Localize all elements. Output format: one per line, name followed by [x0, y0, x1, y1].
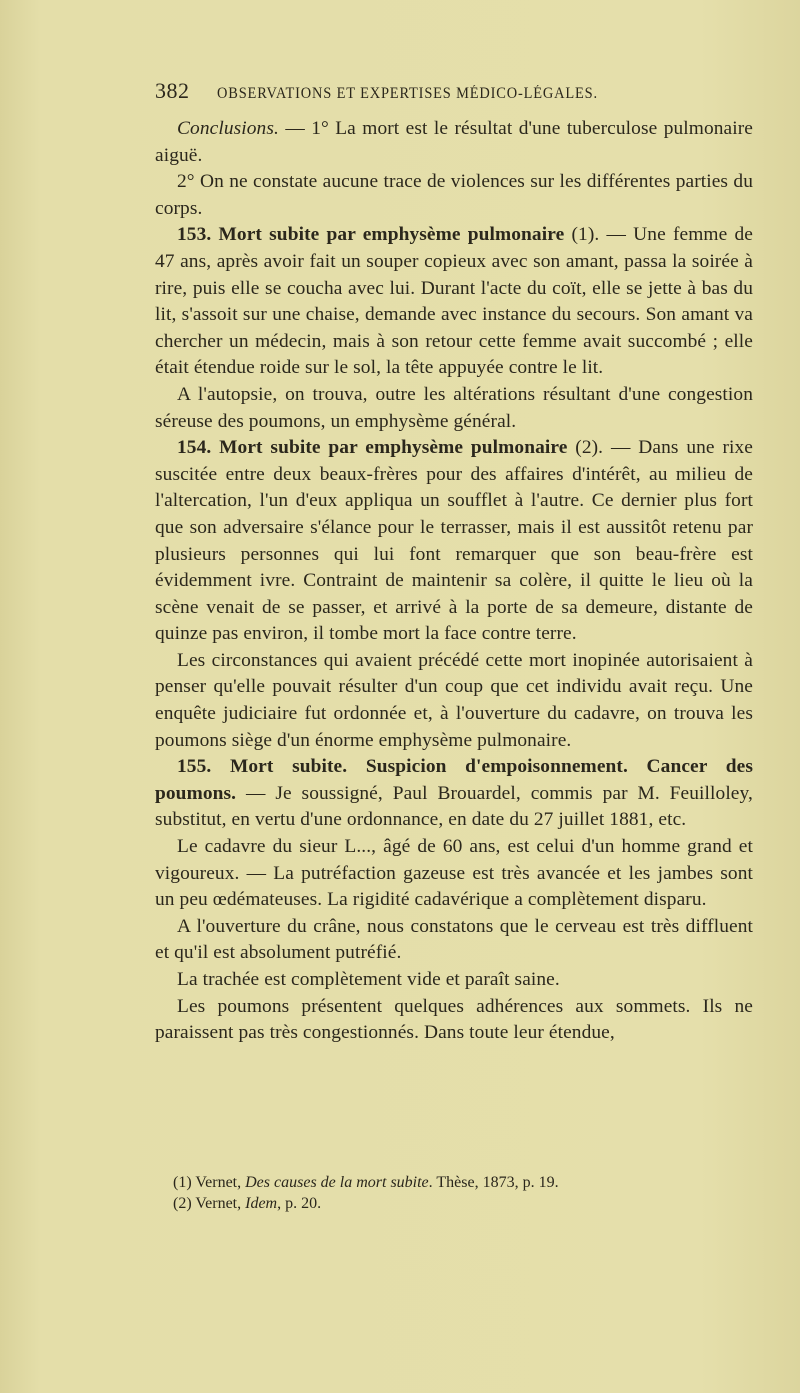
paragraph-case-155: 155. Mort subite. Suspicion d'empoisonnement. Cancer des poumons. — Je soussigné, Paul Brouardel, commis par M. Feuilloley, substitut, en vertu d'une ordonnance, en date du 27 juillet 1881, etc.: [155, 756, 753, 831]
paragraph-conclusions: Conclusions. — 1° La mort est le résultat d'une tuberculose pulmonaire aiguë.: [155, 118, 753, 166]
running-title: OBSERVATIONS ET EXPERTISES MÉDICO-LÉGALES.: [217, 85, 598, 102]
footnote-2: (2) Vernet, Idem, p. 20.: [173, 1195, 322, 1212]
conclusions-label: Conclusions.: [177, 118, 279, 139]
paragraph-cadaver: Le cadavre du sieur L..., âgé de 60 ans, est celui d'un homme grand et vigoureux. — La putréfaction gazeuse est très avancée et les jambes sont un peu œdémateuses. La rigidité cadavérique a complètement disparu.: [155, 836, 753, 911]
page-number: 382: [155, 78, 190, 103]
paragraph-skull: A l'ouverture du crâne, nous constatons que le cerveau est très diffluent et qu'il est absolument putréfié.: [155, 915, 753, 964]
body-text: [155, 116, 753, 1047]
case-155-heading: 155. Mort subite. Suspicion d'empoisonnement. Cancer des poumons.: [155, 756, 753, 804]
paragraph-autopsy-153: A l'autopsie, on trouva, outre les altérations résultant d'une congestion séreuse des poumons, un emphysème général.: [155, 383, 753, 432]
paragraph-case-154: 154. Mort subite par emphysème pulmonaire (2). — Dans une rixe suscitée entre deux beaux-frères pour des affaires d'intérêt, au milieu de l'altercation, l'un d'eux appliqua un soufflet à l'autre. Ce dernier plus fort que son adversaire s'élance pour le terrasser, mais il est aussitôt retenu par plusieurs personnes qui lui font remarquer que son beau-frère est évidemment ivre. Contraint de maintenir sa colère, il quitte le lieu où la scène venait de se passer, et arrivé à la porte de sa demeure, distante de quinze pas environ, il tombe mort la face contre terre.: [155, 437, 753, 645]
footnote-1: (1) Vernet, Des causes de la mort subite. Thèse, 1873, p. 19.: [173, 1174, 559, 1191]
paragraph-circumstances-154: Les circonstances qui avaient précédé cette mort inopinée autorisaient à penser qu'elle pouvait résulter d'un coup que cet individu avait reçu. Une enquête judiciaire fut ordonnée et, à l'ouverture du cadavre, on trouva les poumons siège d'un énorme emphysème pulmonaire.: [155, 649, 753, 751]
paragraph-conclusion-2: 2° On ne constate aucune trace de violences sur les différentes parties du corps.: [155, 171, 753, 219]
book-page: [155, 78, 753, 1047]
case-153-heading: 153. Mort subite par emphysème pulmonaire: [177, 224, 565, 246]
case-154-heading: 154. Mort subite par emphysème pulmonaire: [177, 437, 568, 459]
paragraph-trachea: La trachée est complètement vide et paraît saine.: [177, 969, 560, 990]
paragraph-lungs: Les poumons présentent quelques adhérences aux sommets. Ils ne paraissent pas très congestionnés. Dans toute leur étendue,: [155, 995, 753, 1044]
running-head: [155, 78, 753, 112]
footnotes: [173, 1172, 559, 1214]
paragraph-case-153: 153. Mort subite par emphysème pulmonaire (1). — Une femme de 47 ans, après avoir fait un souper copieux avec son amant, passa la soirée à rire, puis elle se coucha avec lui. Durant l'acte du coït, elle se jette à bas du lit, s'assoit sur une chaise, demande avec instance du secours. Son amant va chercher un médecin, mais à son retour cette femme avait succombé ; elle était étendue roide sur le sol, la tête appuyée contre le lit.: [155, 224, 753, 379]
